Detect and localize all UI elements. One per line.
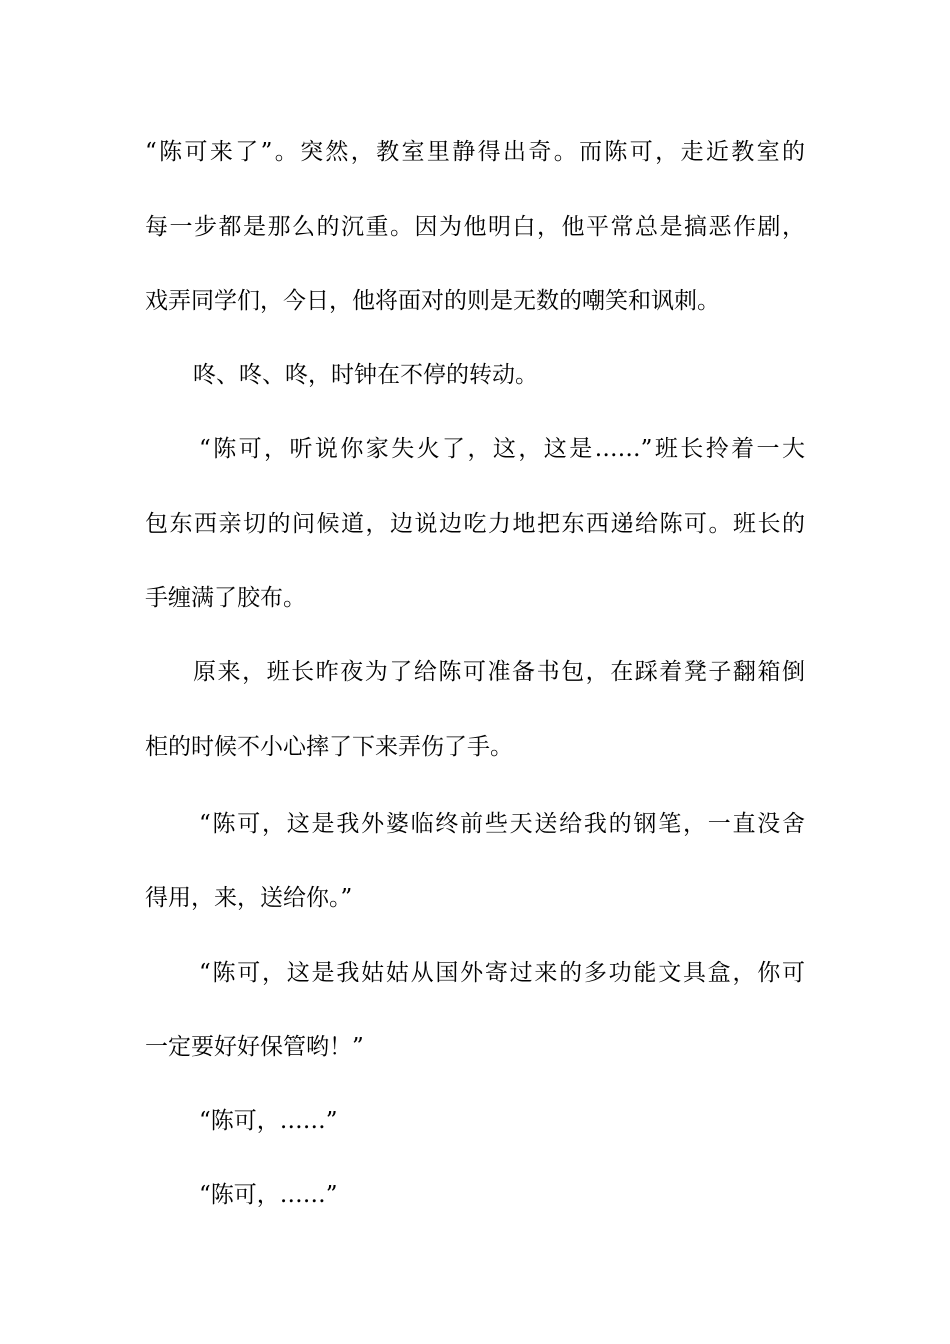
text-line-5: “陈可，听说你家失火了，这，这是……”班长拎着一大 — [199, 436, 805, 462]
text-line-3: 戏弄同学们，今日，他将面对的则是无数的嘲笑和讽刺。 — [145, 288, 720, 314]
text-line-9: 柜的时候不小心摔了下来弄伤了手。 — [145, 734, 513, 760]
text-line-1: “陈可来了”。突然，教室里静得出奇。而陈可，走近教室的 — [145, 139, 805, 165]
text-line-12: “陈可，这是我姑姑从国外寄过来的多功能文具盒，你可 — [199, 960, 805, 986]
text-line-4: 咚、咚、咚，时钟在不停的转动。 — [193, 362, 538, 388]
text-line-13: 一定要好好保管哟！” — [145, 1034, 364, 1060]
text-line-14: “陈可，……” — [199, 1108, 338, 1134]
text-line-15: “陈可，……” — [199, 1182, 338, 1208]
text-line-11: 得用，来，送给你。” — [145, 885, 353, 911]
text-line-2: 每一步都是那么的沉重。因为他明白，他平常总是搞恶作剧， — [145, 214, 805, 240]
text-line-6: 包东西亲切的问候道，边说边吃力地把东西递给陈可。班长的 — [145, 511, 805, 537]
text-line-8: 原来，班长昨夜为了给陈可准备书包，在踩着凳子翻箱倒 — [193, 659, 805, 685]
text-line-10: “陈可，这是我外婆临终前些天送给我的钢笔，一直没舍 — [199, 811, 805, 837]
text-line-7: 手缠满了胶布。 — [145, 585, 306, 611]
